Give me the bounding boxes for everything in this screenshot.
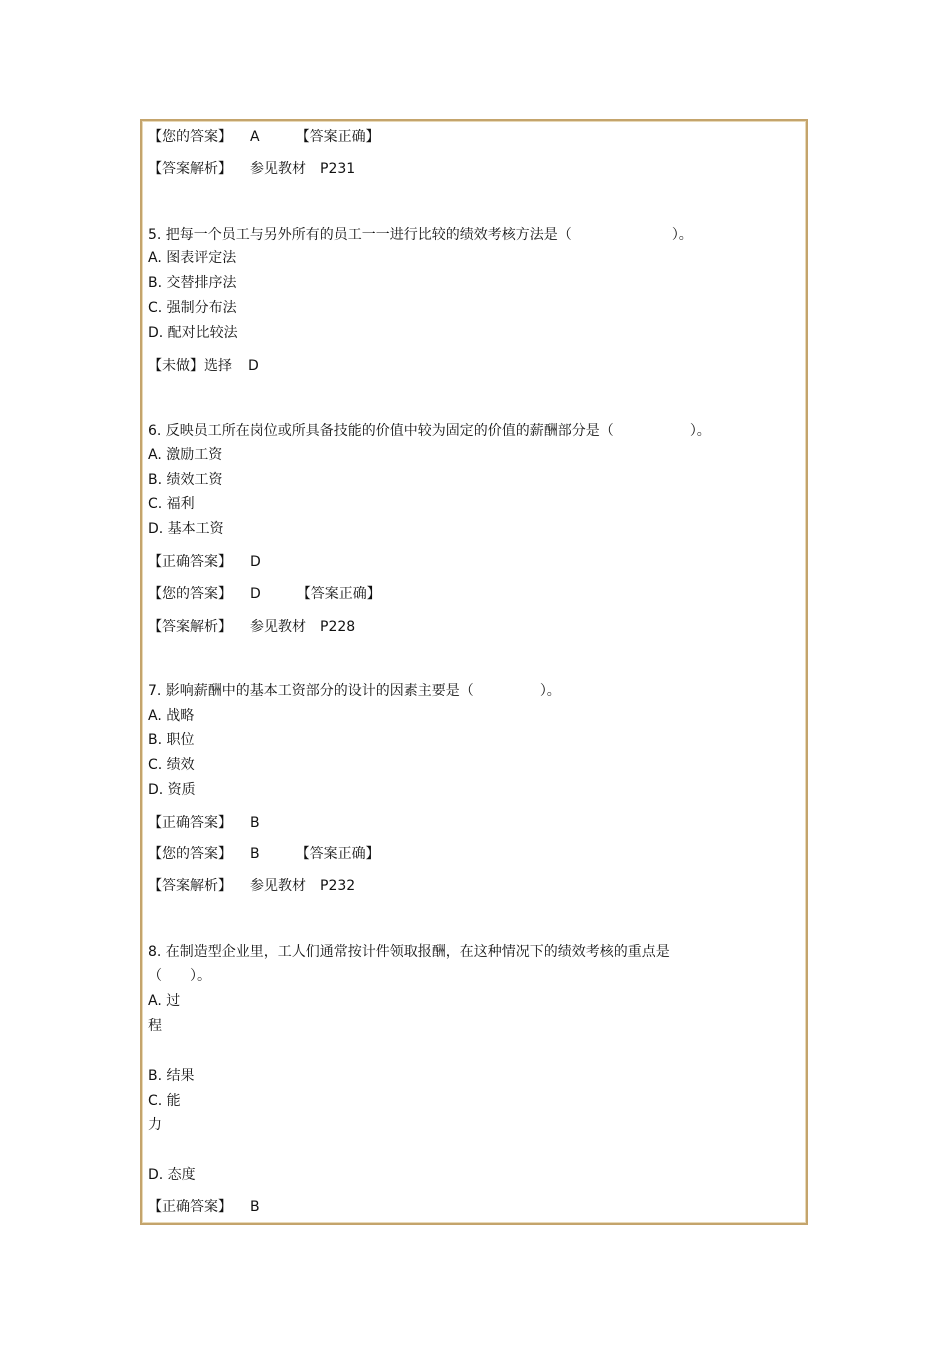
- q7-analysis-row: [148, 877, 355, 895]
- analysis-text: 参见教材: [250, 619, 306, 635]
- question-text: 7. 影响薪酬中的基本工资部分的设计的因素主要是（: [148, 683, 474, 699]
- answer-status: 【答案正确】: [296, 586, 381, 602]
- q7-correct-row: [148, 814, 260, 832]
- question-end: ）。: [671, 227, 693, 243]
- q6-analysis-row: [148, 618, 355, 636]
- question-end: ）。: [689, 423, 711, 439]
- analysis-page: P231: [320, 161, 356, 177]
- correct-answer-value: B: [250, 815, 260, 831]
- q8-option-b: B. 结果: [148, 1068, 195, 1084]
- your-answer-value: D: [250, 586, 261, 602]
- analysis-text: 参见教材: [250, 878, 306, 894]
- q5-option-c: C. 强制分布法: [148, 300, 237, 316]
- q5-undone-row: [148, 357, 259, 375]
- your-answer-value: A: [250, 129, 260, 145]
- analysis-label: 【答案解析】: [148, 619, 232, 635]
- analysis-label: 【答案解析】: [148, 878, 232, 894]
- your-answer-label: 【您的答案】: [148, 586, 232, 602]
- q6-your-answer-row: [148, 585, 381, 603]
- question-panel-border: [140, 119, 808, 1225]
- q8-option-c-line2: 力: [148, 1117, 162, 1133]
- q5-option-a: A. 图表评定法: [148, 250, 237, 266]
- q7-option-c: C. 绩效: [148, 757, 195, 773]
- correct-answer-value: D: [250, 554, 261, 570]
- q6-question: [148, 422, 711, 440]
- analysis-page: P232: [320, 878, 356, 894]
- q6-option-a: A. 激励工资: [148, 447, 223, 463]
- analysis-label: 【答案解析】: [148, 161, 232, 177]
- q7-option-a: A. 战略: [148, 708, 195, 724]
- q8-option-a-line1: A. 过: [148, 993, 181, 1009]
- analysis-page: P228: [320, 619, 356, 635]
- question-text: 6. 反映员工所在岗位或所具备技能的价值中较为固定的价值的薪酬部分是（: [148, 423, 614, 439]
- q8-option-c-line1: C. 能: [148, 1093, 181, 1109]
- undone-value: D: [248, 358, 259, 374]
- correct-answer-label: 【正确答案】: [148, 815, 232, 831]
- q5-question: [148, 226, 693, 244]
- your-answer-label: 【您的答案】: [148, 129, 232, 145]
- q7-option-d: D. 资质: [148, 782, 196, 798]
- q6-option-d: D. 基本工资: [148, 521, 224, 537]
- undone-label: 【未做】选择: [148, 358, 232, 374]
- correct-answer-label: 【正确答案】: [148, 1199, 232, 1215]
- q5-option-d: D. 配对比较法: [148, 325, 238, 341]
- q8-option-d: D. 态度: [148, 1167, 196, 1183]
- your-answer-label: 【您的答案】: [148, 846, 232, 862]
- q8-option-a-line2: 程: [148, 1018, 162, 1034]
- answer-status: 【答案正确】: [295, 129, 380, 145]
- q7-question: [148, 682, 561, 700]
- q4-your-answer-row: [148, 128, 380, 146]
- correct-answer-value: B: [250, 1199, 260, 1215]
- q7-option-b: B. 职位: [148, 732, 195, 748]
- q8-correct-row: [148, 1198, 260, 1216]
- your-answer-value: B: [250, 846, 260, 862]
- question-text: 5. 把每一个员工与另外所有的员工一一进行比较的绩效考核方法是（: [148, 227, 572, 243]
- q7-your-answer-row: [148, 845, 380, 863]
- answer-status: 【答案正确】: [295, 846, 380, 862]
- q4-analysis-row: [148, 160, 355, 178]
- q6-option-b: B. 绩效工资: [148, 472, 223, 488]
- q6-option-c: C. 福利: [148, 496, 195, 512]
- q8-question-line2: （ ）。: [148, 968, 211, 984]
- correct-answer-label: 【正确答案】: [148, 554, 232, 570]
- question-end: ）。: [539, 683, 561, 699]
- q8-question-line1: 8. 在制造型企业里，工人们通常按计件领取报酬，在这种情况下的绩效考核的重点是: [148, 944, 670, 960]
- analysis-text: 参见教材: [250, 161, 306, 177]
- q6-correct-row: [148, 553, 261, 571]
- q5-option-b: B. 交替排序法: [148, 275, 237, 291]
